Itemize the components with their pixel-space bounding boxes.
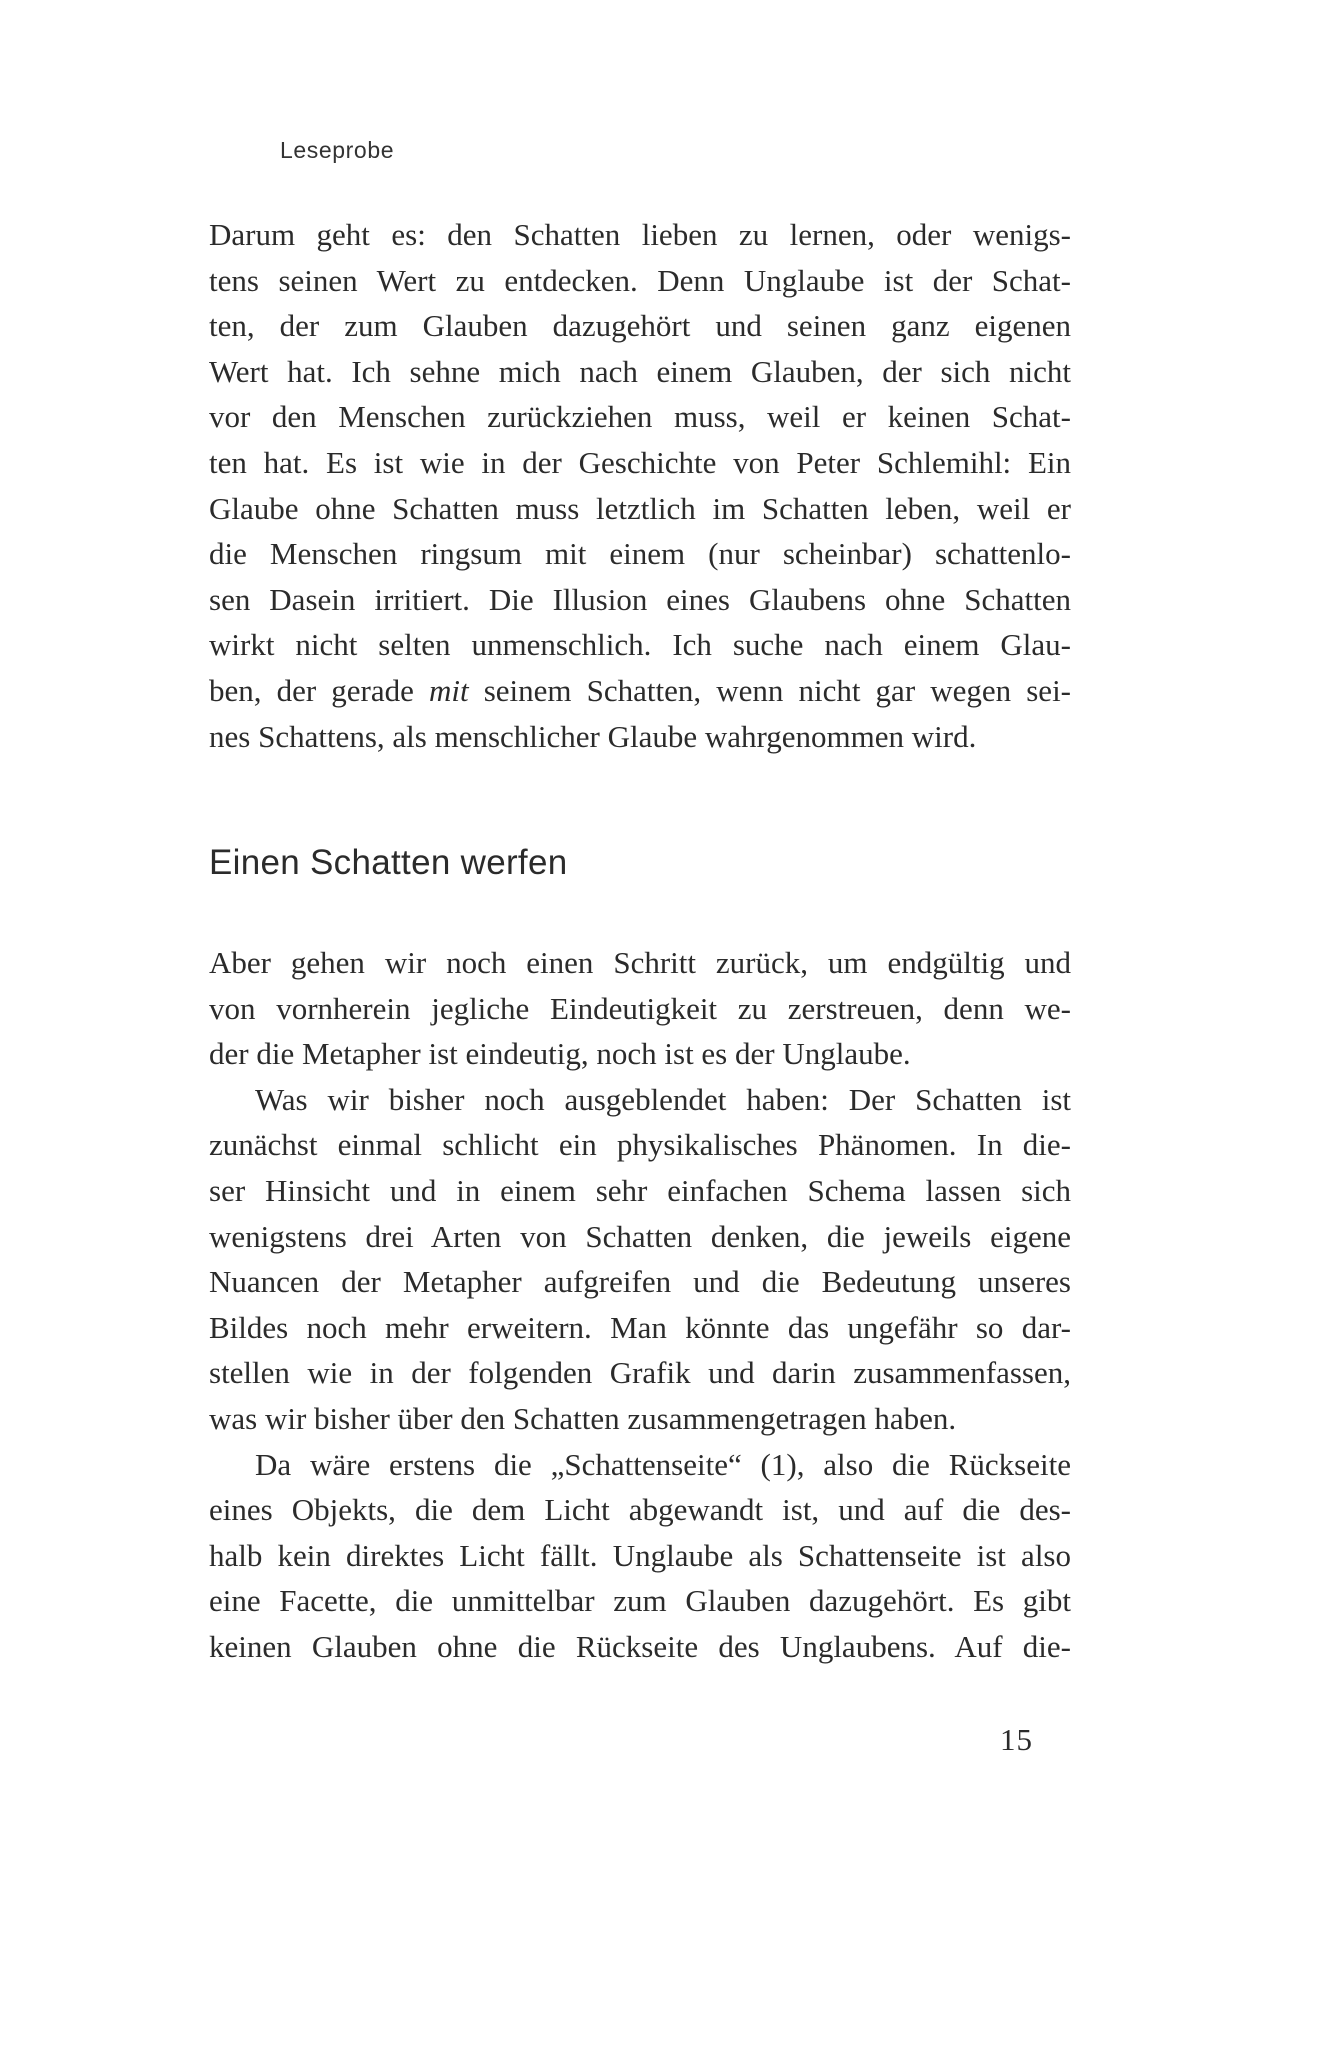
paragraph <box>209 940 1071 1077</box>
text-line: tens seinen Wert zu entdecken. Denn Unglaube ist der Schat- <box>209 262 1071 298</box>
text-line: Da wäre erstens die „Schattenseite“ (1), also die Rückseite <box>255 1446 1071 1482</box>
text-line: nes Schattens, als menschlicher Glaube wahrgenommen wird. <box>209 718 977 754</box>
text-line: eines Objekts, die dem Licht abgewandt ist, und auf die des- <box>209 1492 1071 1528</box>
text-line: ten, der zum Glauben dazugehört und seinen ganz eigenen <box>209 308 1071 344</box>
text-line: Was wir bisher noch ausgeblendet haben: Der Schatten ist <box>255 1081 1071 1117</box>
text-line: Wert hat. Ich sehne mich nach einem Glauben, der sich nicht <box>209 353 1071 389</box>
text-line: von vornherein jegliche Eindeutigkeit zu zerstreuen, denn we- <box>209 990 1071 1026</box>
paragraph <box>209 1442 1071 1670</box>
paragraph <box>209 1077 1071 1442</box>
text-line: eine Facette, die unmittelbar zum Glauben dazugehört. Es gibt <box>209 1583 1071 1619</box>
text-line: Nuancen der Metapher aufgreifen und die Bedeutung unseres <box>209 1264 1071 1300</box>
text-line-with-emphasis <box>209 668 1071 714</box>
text-line: Aber gehen wir noch einen Schritt zurück, um endgültig und <box>209 945 1071 980</box>
page-number: 15 <box>1000 1722 1033 1757</box>
section-body <box>209 940 1071 1670</box>
text-line: ser Hinsicht und in einem sehr einfachen Schema lassen sich <box>209 1172 1071 1208</box>
text-line: vor den Menschen zurückziehen muss, weil er keinen Schat- <box>209 399 1071 435</box>
section-heading: Einen Schatten werfen <box>209 843 568 882</box>
text-line: stellen wie in der folgenden Grafik und darin zusammenfassen, <box>209 1355 1071 1391</box>
text-line: Darum geht es: den Schatten lieben zu lernen, oder wenigs- <box>209 217 1071 252</box>
text-line: wirkt nicht selten unmenschlich. Ich suche nach einem Glau- <box>209 627 1071 663</box>
intro-paragraph <box>209 212 1071 759</box>
text-line: ten hat. Es ist wie in der Geschichte von Peter Schlemihl: Ein <box>209 444 1071 480</box>
text-line: die Menschen ringsum mit einem (nur scheinbar) schattenlo- <box>209 536 1071 572</box>
running-head: Leseprobe <box>280 137 395 163</box>
text-line: halb kein direktes Licht fällt. Unglaube als Schattenseite ist also <box>209 1537 1071 1573</box>
text-line: sen Dasein irritiert. Die Illusion eines Glaubens ohne Schatten <box>209 581 1071 617</box>
emphasis: mit <box>429 672 469 708</box>
text-line: zunächst einmal schlicht ein physikalisches Phänomen. In die- <box>209 1127 1071 1163</box>
text-line: was wir bisher über den Schatten zusammengetragen haben. <box>209 1400 957 1436</box>
text-line: Glaube ohne Schatten muss letztlich im Schatten leben, weil er <box>209 490 1071 526</box>
text-fragment: ben, der gerade <box>209 672 429 708</box>
text-line: wenigstens drei Arten von Schatten denken, die jeweils eigene <box>209 1218 1071 1254</box>
text-line: keinen Glauben ohne die Rückseite des Unglaubens. Auf die- <box>209 1628 1071 1664</box>
text-line: der die Metapher ist eindeutig, noch ist es der Unglaube. <box>209 1036 911 1072</box>
text-fragment: seinem Schatten, wenn nicht gar wegen sei- <box>483 672 1072 708</box>
text-line: Bildes noch mehr erweitern. Man könnte das ungefähr so dar- <box>209 1309 1071 1345</box>
